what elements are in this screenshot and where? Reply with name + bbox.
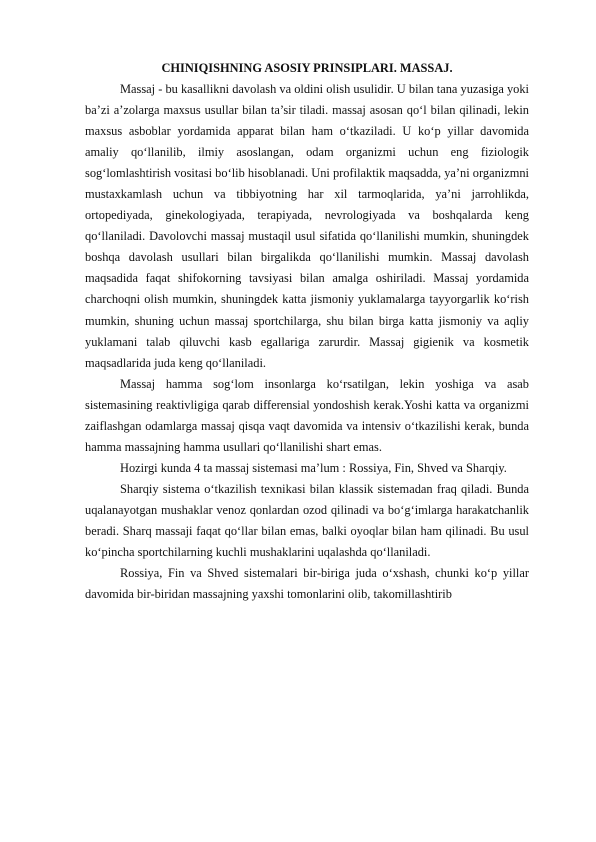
document-title: CHINIQISHNING ASOSIY PRINSIPLARI. MASSAJ. [161,61,453,75]
paragraph-healthy-people: Massaj hamma sog‘lom insonlarga ko‘rsatilgan, lekin yoshiga va asab sistemasining reaktivligiga qarab differensial yondoshish kerak.Yoshi katta va organizmi zaiflashgan odamlarga massaj qisqa vaqt davomida va intensiv o‘tkazilishi kerak, bunda hamma massajning hamma usullari qo‘llanilishi shart emas. [85,376,529,454]
paragraph-eastern-system: Sharqiy sistema o‘tkazilish texnikasi bilan klassik sistemadan fraq qiladi. Bunda uqalanayotgan mushaklar venoz qonlardan ozod qilinadi va bo‘g‘imlarga harakatchanlik beradi. Sharq massaji faqat qo‘llar bilan emas, balki oyoqlar bilan ham qilinadi. Bu usul ko‘pincha sportchilarning kuchli mushaklarini uqalashda qo‘llaniladi. [85,481,529,560]
paragraph-massage-systems: Hozirgi kunda 4 ta massaj sistemasi ma’lum : Rossiya, Fin, Shved va Sharqiy. [120,460,507,475]
document-page [85,58,529,605]
paragraph-massaj-definition: Massaj - bu kasallikni davolash va oldini olish usulidir. U bilan tana yuzasiga yoki ba’zi a’zolarga maxsus usullar bilan ta’sir tiladi. massaj asosan qo‘l bilan qilinadi, lekin maxsus asboblar yordamida apparat bilan ham o‘tkaziladi. U ko‘p yillar davomida amaliy qo‘llanilib, ilmiy asoslangan, odam organizmi uchun eng fiziologik sog‘lomlashtirish vositasi bo‘lib hisoblanadi. Uni profilaktik maqsadda, ya’ni organizmni mustaxkamlash uchun va tibbiyotning har xil tarmoqlarida, ya’ni jarrohlikda, ortopediyada, ginekologiyada, terapiyada, nevrologiyada va boshqalarda keng qo‘llaniladi. Davolovchi massaj mustaqil usul sifatida qo‘llanilishi mumkin, shuningdek boshqa davolash usullari bilan birgalikda qo‘llanilishi mumkin. Massaj davolash maqsadida faqat shifokorning tavsiyasi bilan amalga oshiriladi. Massaj yordamida charchoqni olish mumkin, shuningdek katta jismoniy yuklamalarga tayyorgarlik ko‘rish mumkin, shuning uchun massaj sportchilarga, shu bilan birga katta jismoniy va aqliy yuklamani talab qiluvchi kasb egallariga zarurdir. Massaj gigienik va kosmetik maqsadlarida juda keng qo‘llaniladi. [85,82,529,370]
paragraph-russian-finnish-swedish: Rossiya, Fin va Shved sistemalari bir-biriga juda o‘xshash, chunki ko‘p yillar davomida bir-biridan massajning yaxshi tomonlarini olib, takomillashtirib [85,566,529,602]
